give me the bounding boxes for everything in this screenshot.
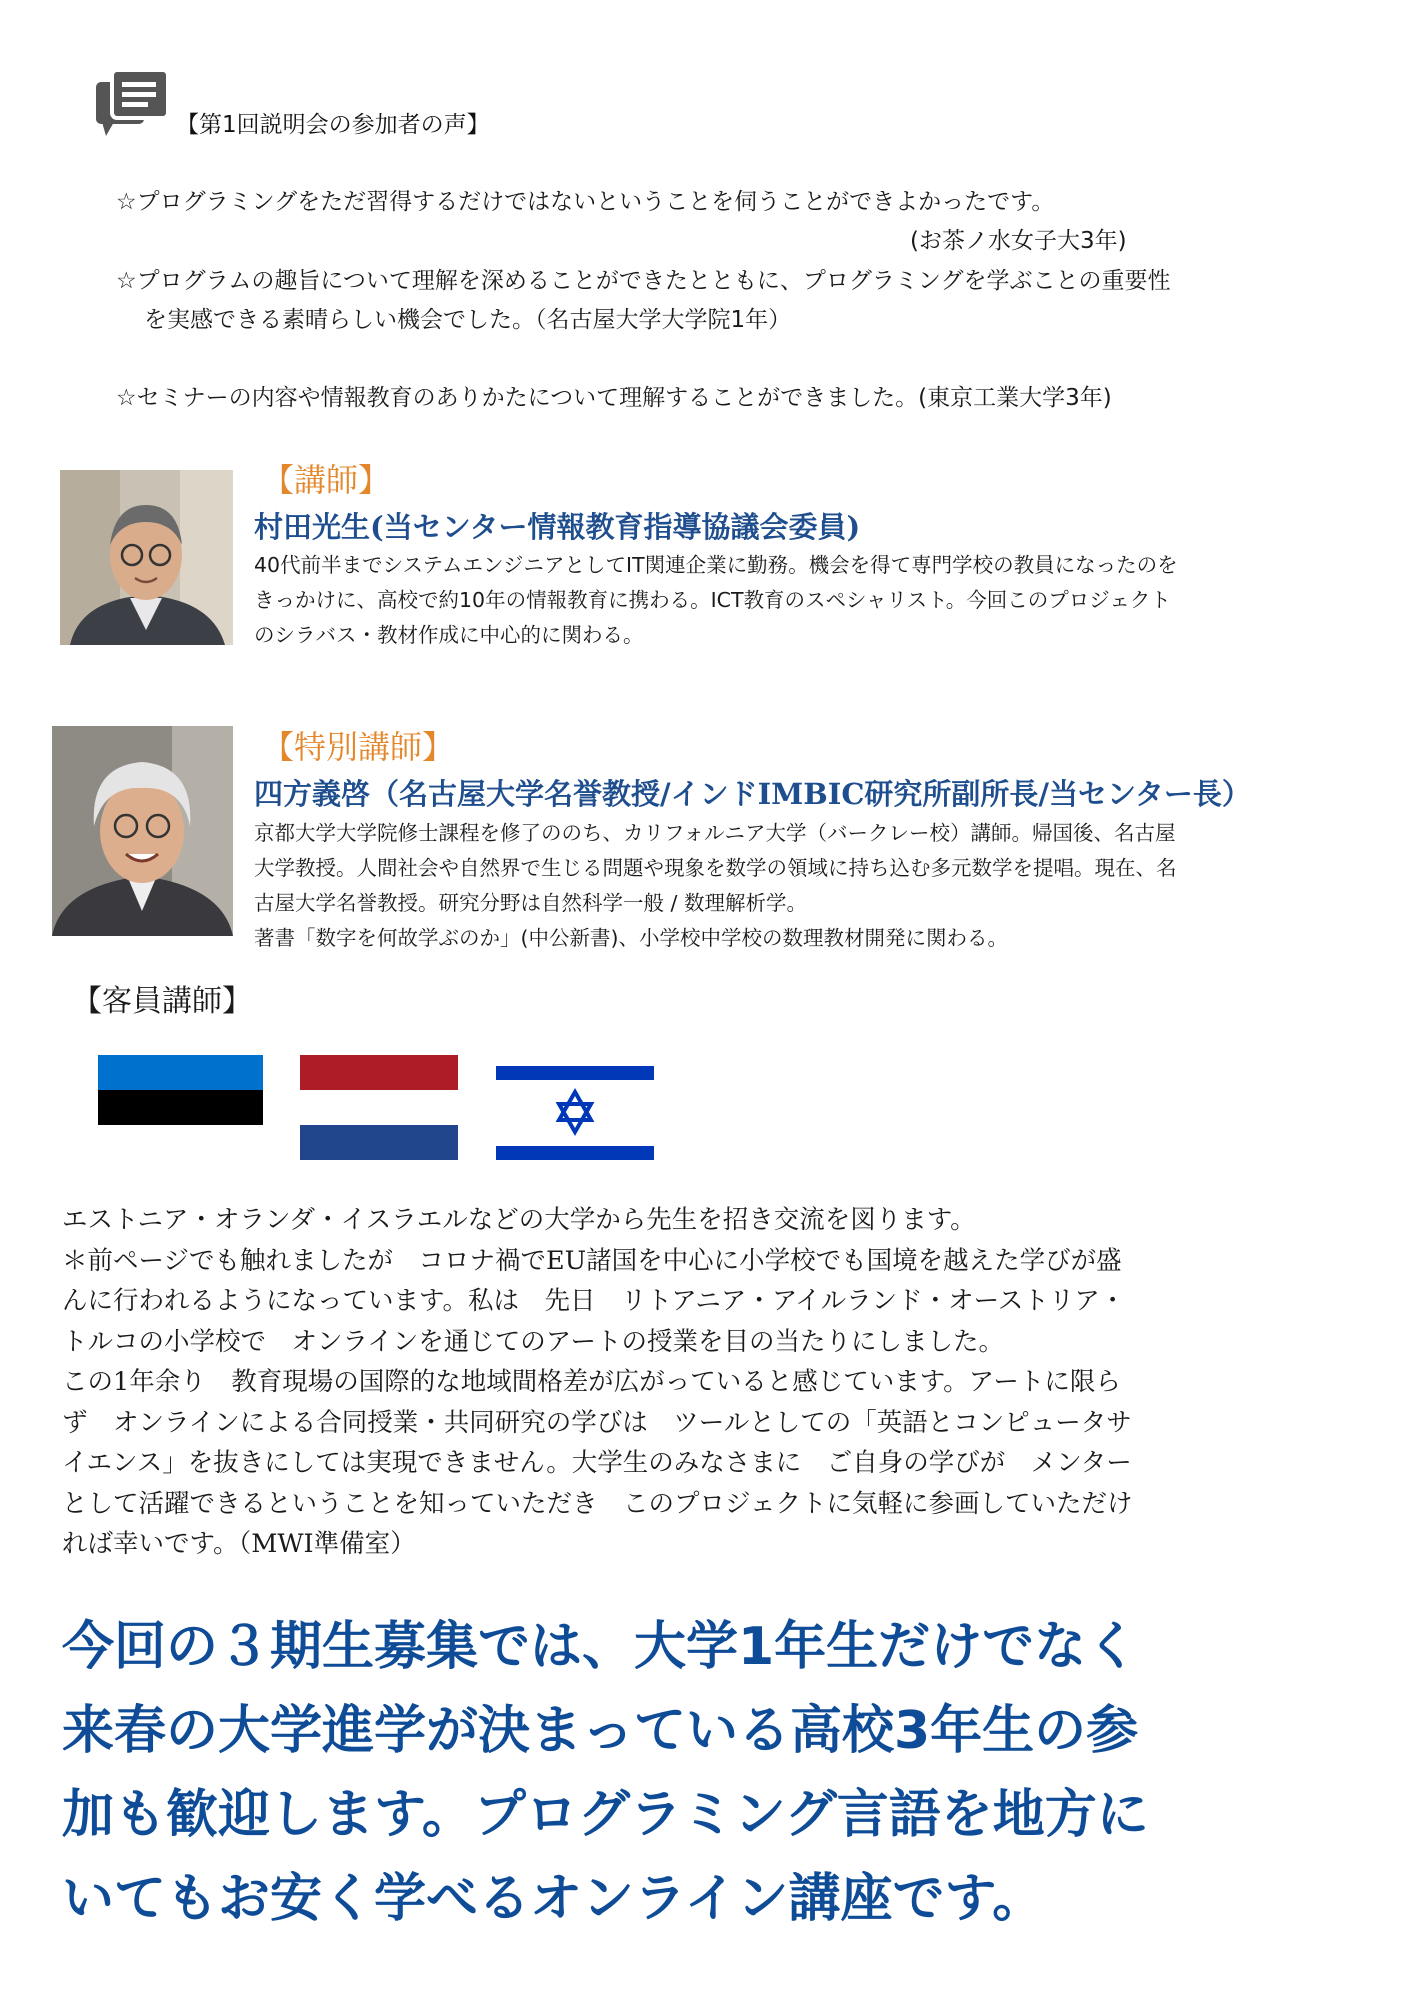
message-line: イエンス」を抜きにしては実現できません。大学生のみなさまに ご自身の学びが メンター — [62, 1448, 1132, 1478]
voice-3: ☆セミナーの内容や情報教育のありかたについて理解することができました。(東京工業大学3年) — [116, 385, 1112, 411]
bio-line: 京都大学大学院修士課程を修了ののち、カリフォルニア大学（バークレー校）講師。帰国後、名古屋 — [254, 821, 1176, 845]
israel-flag-icon — [496, 1066, 654, 1160]
lecturer-bio — [254, 548, 1178, 653]
message-line: この1年余り 教育現場の国際的な地域間格差が広がっていると感じています。アートに限ら — [62, 1367, 1121, 1397]
guest-message — [62, 1200, 1372, 1565]
speech-bubble-icon — [96, 70, 172, 138]
announcement-line: 加も歓迎します。プログラミング言語を地方に — [62, 1785, 1149, 1845]
bio-line: のシラバス・教材作成に中心的に関わる。 — [254, 623, 644, 647]
recruitment-announcement — [62, 1605, 1382, 1941]
message-line: エストニア・オランダ・イスラエルなどの大学から先生を招き交流を図ります。 — [62, 1205, 976, 1235]
voice-2-line-2: を実感できる素晴らしい機会でした。（名古屋大学大学院1年） — [144, 307, 792, 333]
message-line: ず オンラインによる合同授業・共同研究の学びは ツールとしての「英語とコンピュータサ — [62, 1407, 1132, 1438]
bio-line: 古屋大学名誉教授。研究分野は自然科学一般 / 数理解析学。 — [254, 891, 807, 915]
bio-line: きっかけに、高校で約10年の情報教育に携わる。ICT教育のスペシャリスト。今回このプロジェクト — [254, 588, 1171, 612]
lecturer-role: 【講師】 — [262, 461, 391, 499]
lecturer-photo-shikata — [52, 726, 233, 936]
guest-lecturer-title: 【客員講師】 — [72, 984, 252, 1019]
special-lecturer-bio — [254, 816, 1177, 956]
message-line: トルコの小学校で オンラインを通じてのアートの授業を目の当たりにしました。 — [62, 1326, 1004, 1357]
message-line: ＊前ページでも触れましたが コロナ禍でEU諸国を中心に小学校でも国境を越えた学びが盛 — [62, 1245, 1122, 1276]
special-lecturer-name: 四方義啓（名古屋大学名誉教授/インドIMBIC研究所副所長/当センター長） — [254, 777, 1251, 811]
special-lecturer-role: 【特別講師】 — [262, 728, 455, 766]
section-title-voices: 【第1回説明会の参加者の声】 — [176, 112, 490, 138]
estonia-flag-icon — [98, 1055, 263, 1125]
announcement-line: いてもお安く学べるオンライン講座です。 — [62, 1869, 1045, 1929]
voice-2-line-1: ☆プログラムの趣旨について理解を深めることができたとともに、プログラミングを学ぶことの重要性 — [116, 268, 1171, 294]
message-line: れば幸いです。（MWI準備室） — [62, 1529, 416, 1559]
bio-line: 大学教授。人間社会や自然界で生じる問題や現象を数学の領域に持ち込む多元数学を提唱。現在、名 — [254, 856, 1177, 880]
announcement-line: 来春の大学進学が決まっている高校3年生の参 — [62, 1701, 1139, 1761]
lecturer-photo-murata — [60, 470, 233, 645]
bio-line: 著書「数字を何故学ぶのか」(中公新書)、小学校中学校の数理教材開発に関わる。 — [254, 926, 1008, 950]
lecturer-name: 村田光生(当センター情報教育指導協議会委員) — [254, 510, 861, 544]
message-line: んに行われるようになっています。私は 先日 リトアニア・アイルランド・オーストリア・ — [62, 1286, 1126, 1316]
voice-1: ☆プログラミングをただ習得するだけではないということを伺うことができよかったです。 — [116, 189, 1055, 215]
message-line: として活躍できるということを知っていただき このプロジェクトに気軽に参画していただけ — [62, 1488, 1133, 1519]
announcement-line: 今回の３期生募集では、大学1年生だけでなく — [62, 1617, 1139, 1677]
bio-line: 40代前半までシステムエンジニアとしてIT関連企業に勤務。機会を得て専門学校の教員になったのを — [254, 553, 1178, 577]
netherlands-flag-icon — [300, 1055, 458, 1160]
voice-1-source: (お茶ノ水女子大3年) — [910, 228, 1127, 254]
